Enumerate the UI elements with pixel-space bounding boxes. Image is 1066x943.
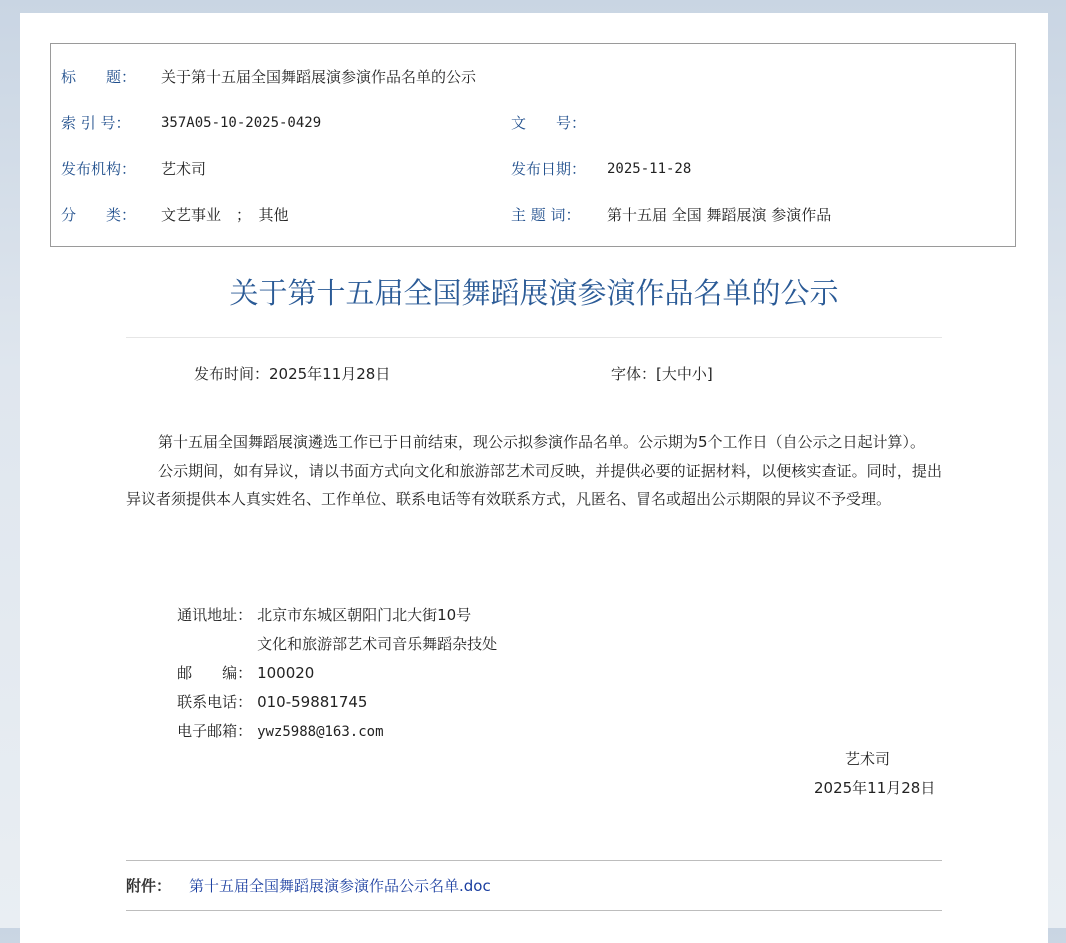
attachment-row <box>126 875 491 897</box>
attachment-label: 附件： <box>126 877 172 895</box>
meta-date-label: 发布日期： <box>511 160 587 178</box>
paragraph: 第十五届全国舞蹈展演遴选工作已于日前结束，现公示拟参演作品名单。公示期为5个工作日（自公示之日起计算）。 <box>158 433 926 451</box>
address-label: 通讯地址： <box>177 605 253 624</box>
meta-title-label: 标 题： <box>61 68 137 86</box>
attachment-divider-top <box>126 860 942 861</box>
address-line2: 文化和旅游部艺术司音乐舞蹈杂技处 <box>257 634 498 653</box>
meta-index-value: 357A05-10-2025-0429 <box>161 115 322 131</box>
page-content <box>20 13 1048 943</box>
meta-category-value: 文艺事业 ； 其他 <box>161 206 289 224</box>
meta-date-value: 2025-11-28 <box>607 161 692 177</box>
meta-row-title <box>51 65 1015 89</box>
paragraph: 公示期间，如有异议，请以书面方式向文化和旅游部艺术司反映，并提供必要的证据材料，以便核实查证。同时，提出异议者须提供本人真实姓名、工作单位、联系电话等有效联系方式，凡匿名、冒名或超出公示期限的异议不予受理。 <box>126 461 942 508</box>
postcode-value: 100020 <box>257 663 315 682</box>
meta-org-value: 艺术司 <box>161 160 207 178</box>
attachment-link[interactable]: 第十五届全国舞蹈展演参演作品公示名单.doc <box>189 877 491 895</box>
meta-keywords-label: 主 题 词： <box>511 206 581 224</box>
meta-row-index <box>51 111 1015 135</box>
meta-org-label: 发布机构： <box>61 160 137 178</box>
meta-row-category <box>51 203 1015 227</box>
meta-index-label: 索 引 号： <box>61 114 131 132</box>
publish-time: 发布时间：2025年11月28日 <box>194 365 391 383</box>
meta-keywords-value: 第十五届 全国 舞蹈展演 参演作品 <box>607 206 832 224</box>
postcode-label: 邮 编： <box>177 663 253 682</box>
email-label: 电子邮箱： <box>177 721 253 740</box>
meta-docno-label: 文 号： <box>511 114 587 132</box>
phone-label: 联系电话： <box>177 692 253 711</box>
meta-title-value: 关于第十五届全国舞蹈展演参演作品名单的公示 <box>161 68 477 86</box>
attachment-divider-bottom <box>126 910 942 911</box>
phone-value: 010-59881745 <box>257 692 368 711</box>
signature-org: 艺术司 <box>845 750 891 768</box>
email-value: ywz5988@163.com <box>257 723 384 740</box>
meta-row-org <box>51 157 1015 181</box>
contact-email <box>158 688 384 775</box>
article-body <box>126 428 942 514</box>
title-divider <box>126 337 942 338</box>
meta-category-label: 分 类： <box>61 206 137 224</box>
address-line1: 北京市东城区朝阳门北大街10号 <box>257 605 472 624</box>
signature-date: 2025年11月28日 <box>814 779 936 797</box>
document-metadata-box <box>50 43 1016 247</box>
font-size-switcher[interactable]: 字体：[大中小] <box>611 365 713 383</box>
article-title: 关于第十五届全国舞蹈展演参演作品名单的公示 <box>229 276 839 310</box>
